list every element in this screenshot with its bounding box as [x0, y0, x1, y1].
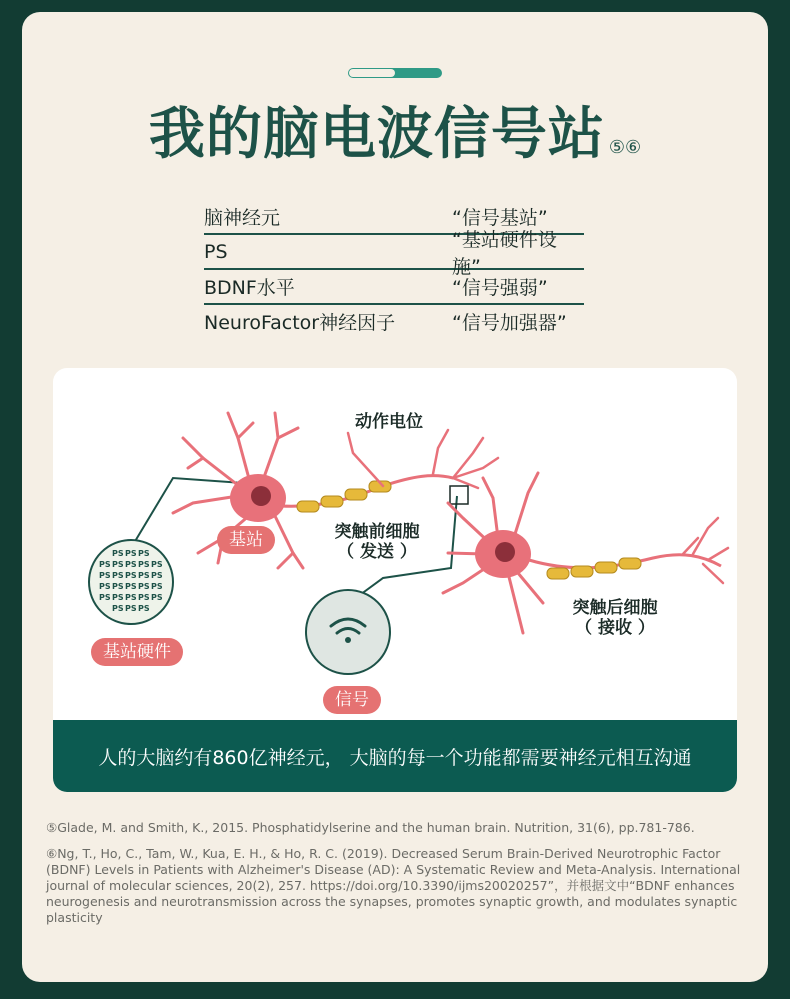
ps-hardware-circle — [89, 540, 173, 624]
analogy-term: NeuroFactor神经因子 — [204, 312, 396, 334]
analogy-row — [204, 228, 584, 278]
ps-cell: PS — [125, 593, 137, 602]
analogy-meaning: “信号强弱” — [452, 277, 548, 299]
ps-cell: PS — [138, 604, 150, 613]
ps-cell: PS — [99, 560, 111, 569]
hardware-tag: 基站硬件 — [91, 638, 183, 666]
decorative-pill — [348, 68, 442, 78]
ps-cell: PS — [125, 560, 137, 569]
ps-cell: PS — [112, 571, 124, 580]
references — [46, 820, 746, 936]
analogy-row — [204, 305, 584, 338]
presynaptic-nucleus — [251, 486, 271, 506]
ps-cell: PS — [125, 604, 137, 613]
content-card — [22, 12, 768, 982]
ps-cell: PS — [125, 571, 137, 580]
analogy-meaning: “信号基站” — [452, 207, 548, 229]
ps-cell: PS — [151, 593, 163, 602]
neuron-fact-band — [53, 720, 737, 792]
page-title — [22, 100, 768, 183]
synapse-marker — [450, 486, 468, 504]
ps-cell: PS — [138, 549, 150, 558]
postsynaptic-terminals — [683, 518, 728, 583]
analogy-table — [204, 200, 584, 338]
ps-cell: PS — [151, 571, 163, 580]
postsynaptic-subtitle: （ 接收 ） — [575, 618, 655, 638]
wifi-circle — [306, 590, 390, 674]
ps-cell: PS — [99, 582, 111, 591]
postsynaptic-label — [555, 598, 675, 638]
presynaptic-label — [317, 522, 437, 562]
base-station-tag: 基站 — [217, 526, 275, 554]
presynaptic-subtitle: （ 发送 ） — [337, 542, 417, 562]
ps-cell: PS — [138, 560, 150, 569]
presynaptic-title: 突触前细胞 — [334, 522, 420, 542]
ps-cell: PS — [125, 549, 137, 558]
neuron-fact-text: 人的大脑约有860亿神经元， 大脑的每一个功能都需要神经元相互沟通 — [98, 746, 692, 769]
title-footnote-marks: ⑤⑥ — [608, 137, 642, 158]
ps-cell: PS — [112, 582, 124, 591]
ps-cell: PS — [99, 571, 111, 580]
analogy-term: PS — [204, 240, 228, 263]
reference-item: ⑥Ng, T., Ho, C., Tam, W., Kua, E. H., & Ho, R. C. (2019). Decreased Serum Brain-Derived Neurotrophic Factor (BDNF) Levels in Patients with Alzheimer's Disease (AD): A Systematic Review and Meta-Analysis. International journal of molecular sciences, 20(2), 257. https://doi.org/10.3390/ijms20020257”，并根据文中“BDNF enhances neurogenesis and neurotransmission across the synapses, promotes synaptic growth, and modulates synaptic plasticity — [46, 846, 741, 925]
analogy-term: BDNF水平 — [204, 277, 295, 299]
ps-cell: PS — [151, 582, 163, 591]
analogy-meaning: “信号加强器” — [452, 312, 567, 334]
neuron-diagram-panel — [53, 368, 737, 792]
ps-cell: PS — [112, 560, 124, 569]
signal-tag: 信号 — [323, 686, 381, 714]
analogy-term: 脑神经元 — [204, 207, 281, 229]
ps-cell: PS — [112, 593, 124, 602]
analogy-meaning: “基站硬件设施” — [452, 228, 557, 278]
ps-cell: PS — [138, 582, 150, 591]
reference-item: ⑤Glade, M. and Smith, K., 2015. Phosphatidylserine and the human brain. Nutrition, 31(6), pp.781-786. — [46, 820, 695, 835]
ps-cell: PS — [151, 560, 163, 569]
myelin-sheaths — [297, 481, 391, 512]
axon-terminals — [348, 430, 498, 488]
action-potential-label: 动作电位 — [355, 412, 423, 432]
ps-cell: PS — [99, 593, 111, 602]
postsynaptic-nucleus — [495, 542, 515, 562]
ps-cell: PS — [138, 571, 150, 580]
ps-cell: PS — [112, 549, 124, 558]
analogy-row — [204, 270, 584, 305]
postsynaptic-title: 突触后细胞 — [572, 598, 658, 618]
ps-cell: PS — [138, 593, 150, 602]
title-text: 我的脑电波信号站 — [148, 102, 605, 167]
ps-cell: PS — [112, 604, 124, 613]
ps-cell: PS — [125, 582, 137, 591]
